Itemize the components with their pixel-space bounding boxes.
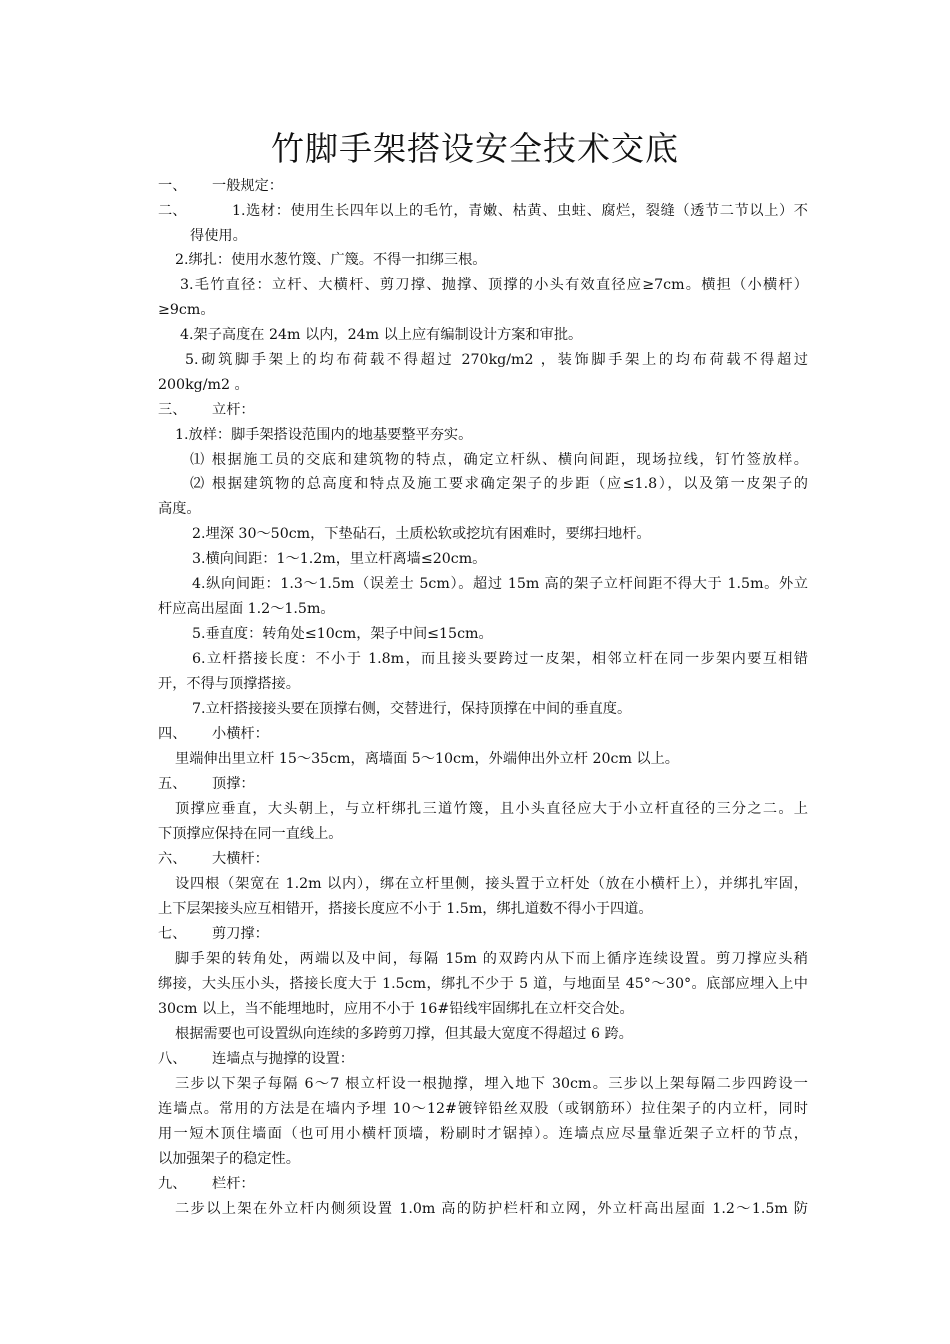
document-title: 竹脚手架搭设安全技术交底 xyxy=(271,129,679,168)
section-title: 栏杆： xyxy=(212,1176,255,1192)
section-title: 小横杆： xyxy=(212,726,269,742)
paragraph-line: 1.选材：使用生长四年以上的毛竹，青嫩、枯黄、虫蛀、腐烂，裂缝（透节二节以上）不 xyxy=(232,203,808,219)
paragraph-line: 根据需要也可设置纵向连续的多跨剪刀撑，但其最大宽度不得超过 6 跨。 xyxy=(175,1026,633,1042)
paragraph-line: 里端伸出里立杆 15～35cm，离墙面 5～10cm，外端伸出外立杆 20cm 以上。 xyxy=(175,751,679,767)
paragraph-line: 高度。 xyxy=(158,501,201,517)
paragraph-line: 4.架子高度在 24m 以内，24m 以上应有编制设计方案和审批。 xyxy=(180,327,583,343)
paragraph-line: 绑接，大头压小头，搭接长度大于 1.5cm，绑扎不少于 5 道，与地面呈 45°～30°。底部应埋入上中 xyxy=(158,976,808,992)
section-title: 一般规定： xyxy=(212,178,283,194)
section-title: 立杆： xyxy=(212,402,255,418)
section-number: 六、 xyxy=(158,851,187,867)
paragraph-line: 杆应高出屋面 1.2～1.5m。 xyxy=(158,601,335,617)
paragraph-line: 3.横向间距：1～1.2m，里立杆离墙≤20cm。 xyxy=(192,551,487,567)
paragraph-line: 5.砌筑脚手架上的均布荷载不得超过 270kg/m2 ，装饰脚手架上的均布荷载不得超过 xyxy=(185,352,808,368)
paragraph-line: 顶撑应垂直，大头朝上，与立杆绑扎三道竹篾，且小头直径应大于小立杆直径的三分之二。上 xyxy=(175,801,808,817)
paragraph-line: 二步以上架在外立杆内侧须设置 1.0m 高的防护栏杆和立网，外立杆高出屋面 1.2～1.5m 防 xyxy=(175,1201,808,1217)
paragraph-line: 连墙点。常用的方法是在墙内予埋 10～12#镀锌铅丝双股（或钢筋环）拉住架子的内立杆，同时 xyxy=(158,1101,808,1117)
paragraph-line: 5.垂直度：转角处≤10cm，架子中间≤15cm。 xyxy=(192,626,493,642)
section-number: 五、 xyxy=(158,776,187,792)
paragraph-line: 3.毛竹直径：立杆、大横杆、剪刀撑、抛撑、顶撑的小头有效直径应≥7cm。横担（小横杆） xyxy=(180,277,808,293)
paragraph-line: 三步以下架子每隔 6～7 根立杆设一根抛撑，埋入地下 30cm。三步以上架每隔二步四跨设一 xyxy=(175,1076,808,1092)
paragraph-line: 用一短木顶住墙面（也可用小横杆顶墙，粉刷时才锯掉）。连墙点应尽量靠近架子立杆的节点， xyxy=(158,1126,808,1142)
section-title: 顶撑： xyxy=(212,776,255,792)
section-title: 连墙点与抛撑的设置： xyxy=(212,1051,354,1067)
paragraph-line: 开，不得与顶撑搭接。 xyxy=(158,676,300,692)
paragraph-line: 上下层架接头应互相错开，搭接长度应不小于 1.5m，绑扎道数不得小于四道。 xyxy=(158,901,653,917)
paragraph-line: ⑴ 根据施工员的交底和建筑物的特点，确定立杆纵、横向间距，现场拉线，钉竹签放样。 xyxy=(190,452,808,468)
section-number: 二、 xyxy=(158,203,187,219)
section-number: 八、 xyxy=(158,1051,187,1067)
paragraph-line: 下顶撑应保持在同一直线上。 xyxy=(158,826,343,842)
section-number: 七、 xyxy=(158,926,187,942)
paragraph-line: 以加强架子的稳定性。 xyxy=(158,1151,300,1167)
section-number: 四、 xyxy=(158,726,187,742)
section-number: 三、 xyxy=(158,402,187,418)
paragraph-line: 2.埋深 30～50cm，下垫砧石，土质松软或挖坑有困难时，要绑扫地杆。 xyxy=(192,526,651,542)
paragraph-line: ≥9cm。 xyxy=(158,302,215,318)
paragraph-line: 6.立杆搭接长度：不小于 1.8m，而且接头要跨过一皮架，相邻立杆在同一步架内要互相错 xyxy=(192,651,808,667)
paragraph-line: 4.纵向间距：1.3～1.5m（误差士 5cm）。超过 15m 高的架子立杆间距不得大于 1.5m。外立 xyxy=(192,576,808,592)
section-title: 大横杆： xyxy=(212,851,269,867)
paragraph-line: 2.绑扎：使用水葱竹篾、广篾。不得一扣绑三根。 xyxy=(175,252,487,268)
paragraph-line: 得使用。 xyxy=(190,228,247,244)
section-number: 一、 xyxy=(158,178,187,194)
paragraph-line: 1.放样：脚手架搭设范围内的地基要整平夯实。 xyxy=(175,427,473,443)
paragraph-line: ⑵ 根据建筑物的总高度和特点及施工要求确定架子的步距（应≤1.8），以及第一皮架子的 xyxy=(190,476,808,492)
paragraph-line: 7.立杆搭接接头要在顶撑右侧，交替进行，保持顶撑在中间的垂直度。 xyxy=(192,701,632,717)
section-number: 九、 xyxy=(158,1176,187,1192)
paragraph-line: 200kg/m2 。 xyxy=(158,377,249,393)
section-title: 剪刀撑： xyxy=(212,926,269,942)
paragraph-line: 30cm 以上，当不能埋地时，应用不小于 16#铅线牢固绑扎在立杆交合处。 xyxy=(158,1001,634,1017)
paragraph-line: 设四根（架宽在 1.2m 以内），绑在立杆里侧，接头置于立杆处（放在小横杆上），并绑扎牢固， xyxy=(175,876,808,892)
paragraph-line: 脚手架的转角处，两端以及中间，每隔 15m 的双跨内从下而上循序连续设置。剪刀撑应头稍 xyxy=(175,951,808,967)
